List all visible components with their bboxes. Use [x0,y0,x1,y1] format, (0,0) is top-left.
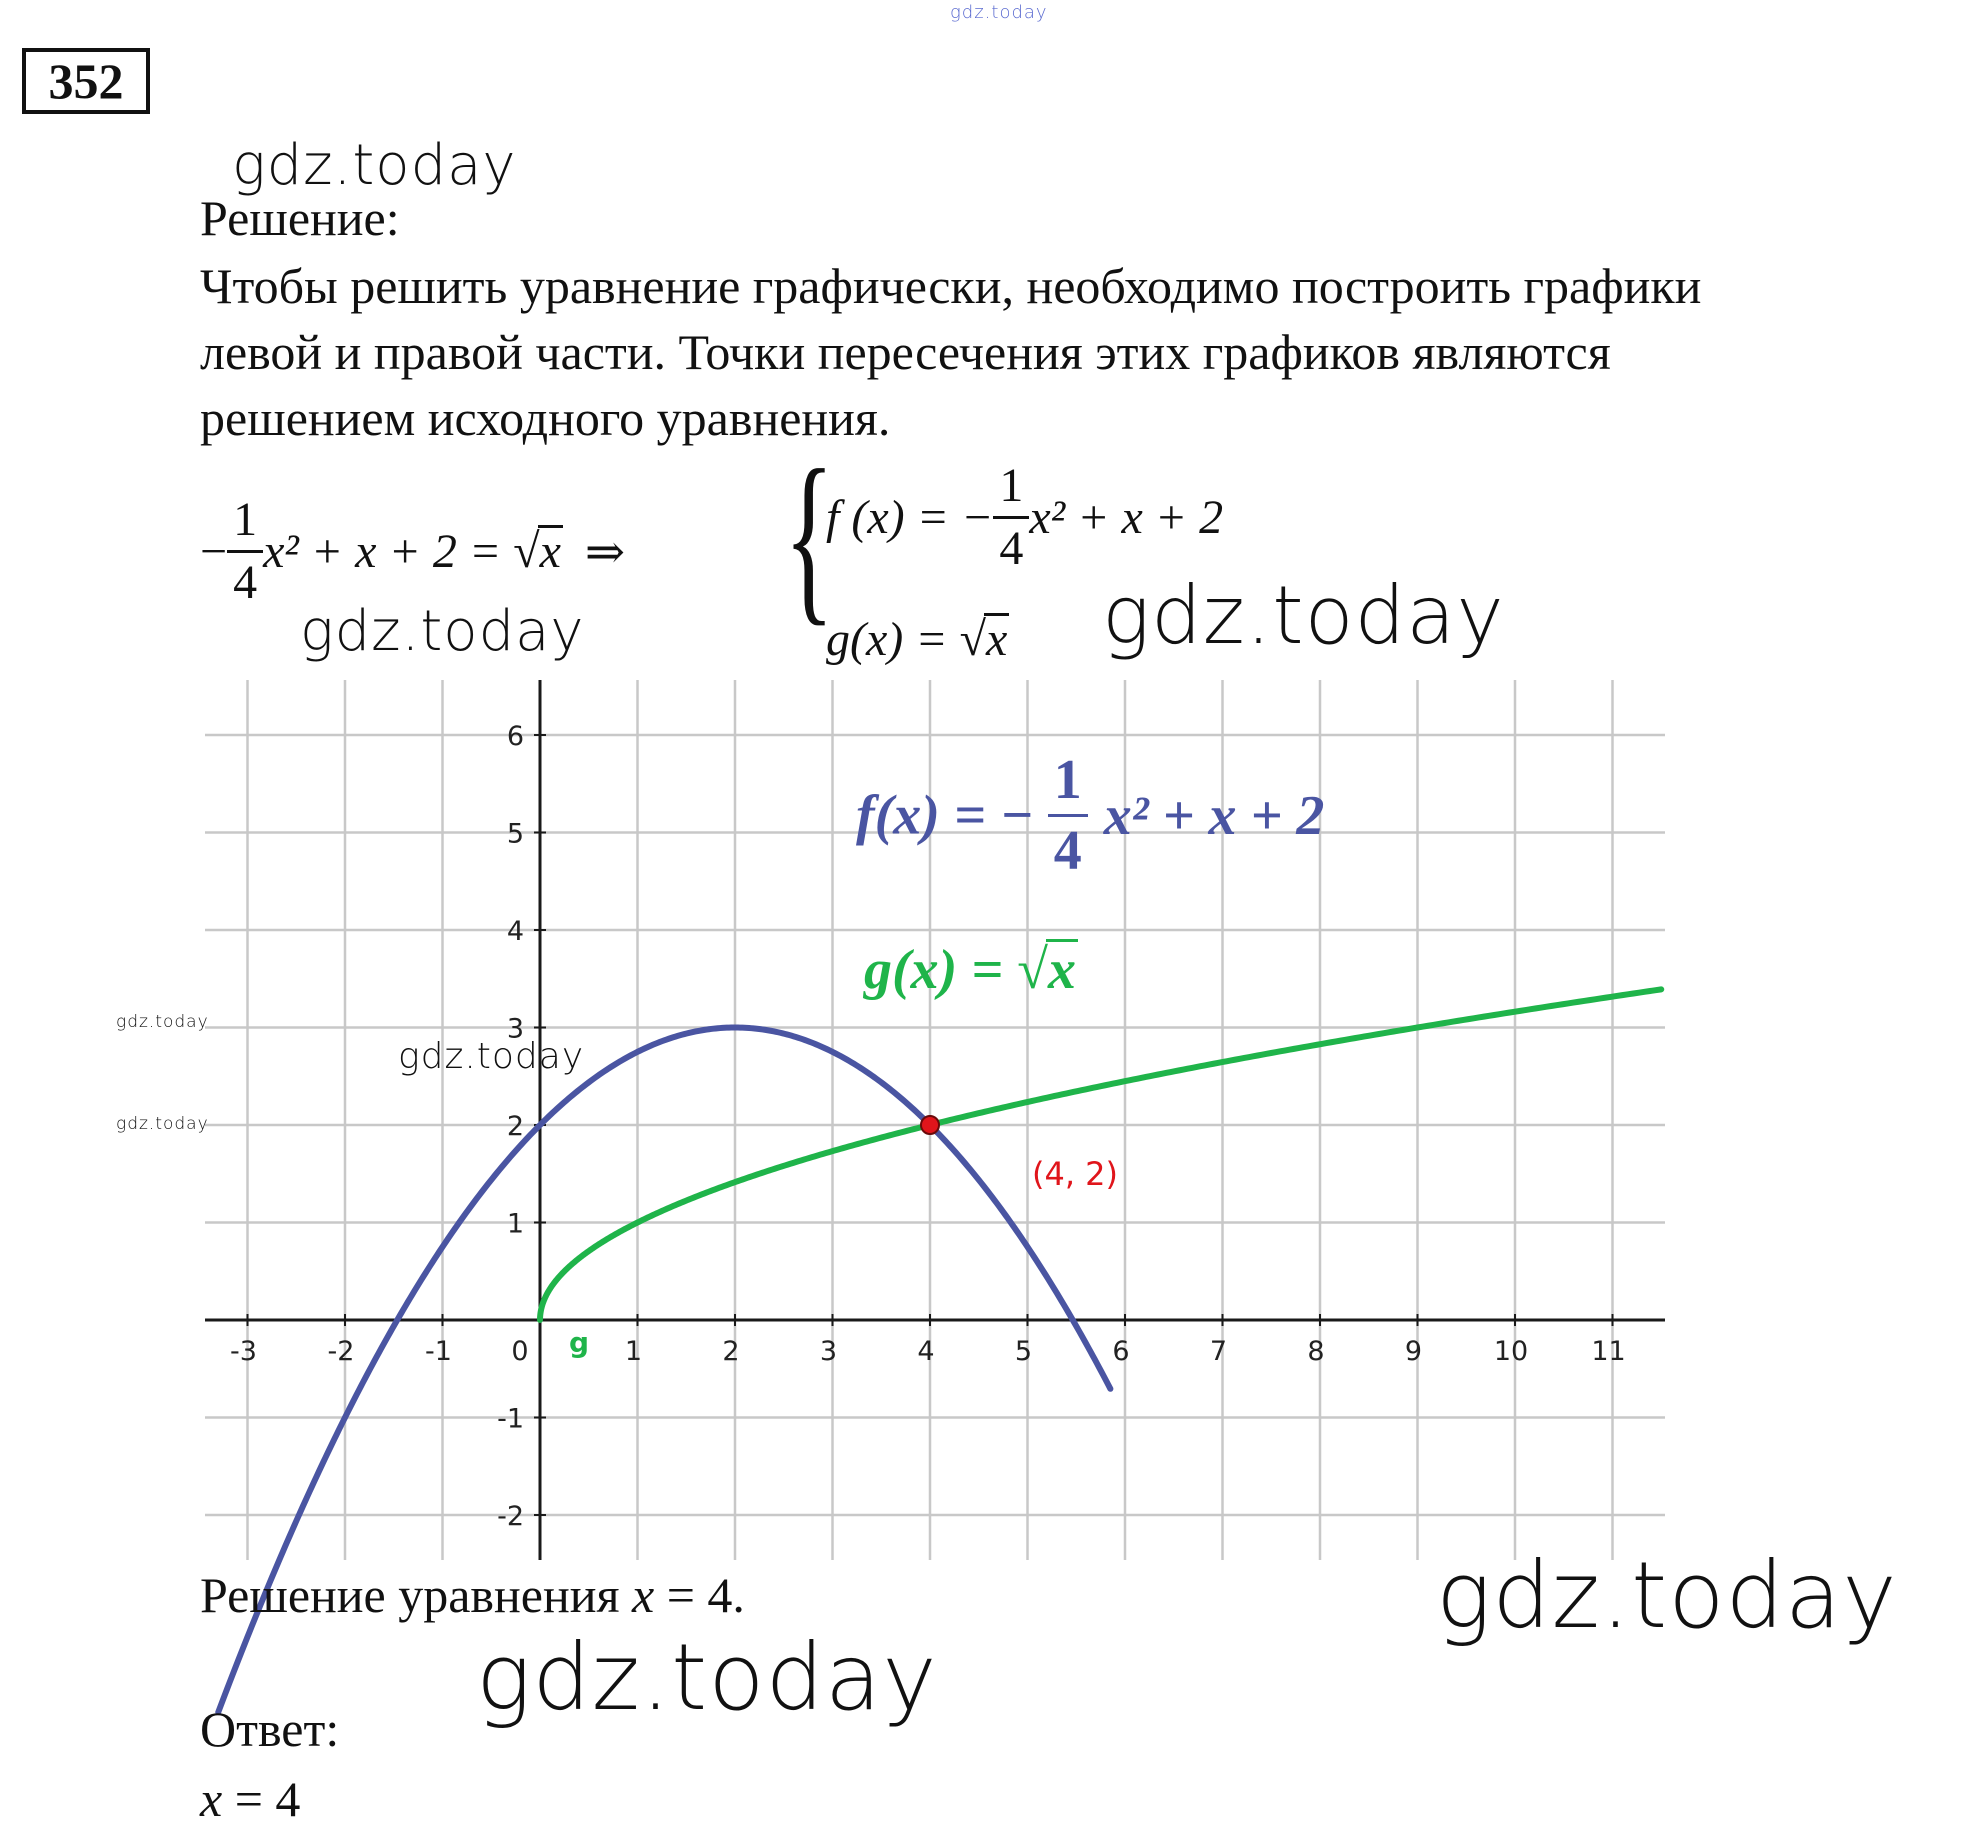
sqrt-arg: x [986,613,1008,666]
legend-f-label: f(x) = − [856,784,1048,847]
watermark: gdz.today [116,1012,209,1032]
problem-number: 352 [22,48,150,114]
watermark: gdz.today [476,1624,938,1731]
answer-var: x [200,1771,223,1827]
watermark: gdz.today [232,133,517,198]
g-axis-label: g [568,1326,590,1359]
y-tick-label: -2 [497,1501,524,1532]
watermark: gdz.today [116,1114,209,1134]
minus-sign: − [200,525,228,578]
y-tick-label: 2 [506,1111,524,1142]
result-eq: = 4. [654,1567,745,1623]
x-tick-label: -1 [425,1336,452,1367]
x-tick-label: 1 [624,1336,643,1367]
sqrt-icon: √ [959,613,987,666]
y-tick-label: 6 [506,721,524,752]
watermark: gdz.today [1102,569,1505,662]
y-tick-label: 1 [506,1208,524,1240]
x-tick-label: 5 [1014,1336,1033,1367]
watermark: gdz.today [398,1036,585,1077]
x-tick-label: 10 [1493,1336,1529,1367]
solution-line: левой и правой части. Точки пересечения этих графиков являются [200,324,1611,380]
x-tick-label: -2 [327,1336,355,1367]
sqrt-icon: √ [1017,939,1048,1001]
y-tick-label: -1 [497,1403,524,1435]
y-tick-label: 4 [506,916,524,947]
g-label: g(x) = [826,613,960,666]
legend-g [864,938,1078,1002]
intersection-label: (4, 2) [1031,1155,1119,1193]
result-line [200,1566,745,1624]
intersection-point [921,1116,939,1134]
watermark: gdz.today [300,599,585,664]
x-tick-label: 11 [1591,1336,1626,1367]
x-tick-label: 8 [1307,1336,1325,1367]
x-tick-label: 2 [722,1336,740,1367]
legend-g-arg: x [1047,939,1076,1001]
solution-line: Чтобы решить уравнение графически, необходимо построить графики [200,258,1702,314]
fraction-denominator: 4 [1053,820,1082,882]
answer-heading: Ответ: [200,1701,340,1757]
watermark: gdz.today [1436,1542,1898,1649]
equation-tail: x² + x + 2 = [263,525,514,578]
y-tick-label: 5 [506,818,524,850]
fraction-denominator: 4 [999,522,1024,575]
x-tick-label: 6 [1112,1336,1130,1367]
f-label: f (x) = − [826,491,994,544]
x-tick-label: -3 [230,1336,257,1367]
x-tick-label: 7 [1209,1336,1228,1367]
sqrt-icon: √ [513,525,540,578]
legend-f [856,749,1325,882]
fraction-denominator: 4 [233,556,258,609]
answer-eq: = 4 [222,1771,301,1827]
fraction-numerator: 1 [1048,752,1088,817]
x-tick-label: 3 [819,1336,838,1367]
result-prefix: Решение уравнения [200,1567,633,1623]
f-tail: x² + x + 2 [1029,491,1224,544]
fraction-numerator: 1 [227,496,263,553]
implies-icon: ⇒ [584,525,626,579]
fraction-numerator: 1 [993,462,1029,519]
legend-f-tail: x² + x + 2 [1103,784,1325,847]
x-tick-label: 9 [1404,1336,1423,1367]
solution-line: решением исходного уравнения. [200,390,891,446]
system-brace-icon: { [784,432,835,642]
x-tick-label: 0 [511,1336,529,1367]
answer-value [200,1770,300,1828]
y-tick-label: 3 [506,1013,524,1045]
sqrt [1017,938,1078,1002]
legend-fraction [1048,749,1088,882]
x-tick-label: 4 [917,1336,935,1367]
sqrt-arg: x [539,525,561,578]
intersection [921,1116,1118,1193]
legend-g-label: g(x) = [864,939,1018,1001]
solution-heading: Решение: [200,190,400,246]
top-watermark: gdz.today [950,2,1048,23]
result-var: x [632,1567,655,1623]
